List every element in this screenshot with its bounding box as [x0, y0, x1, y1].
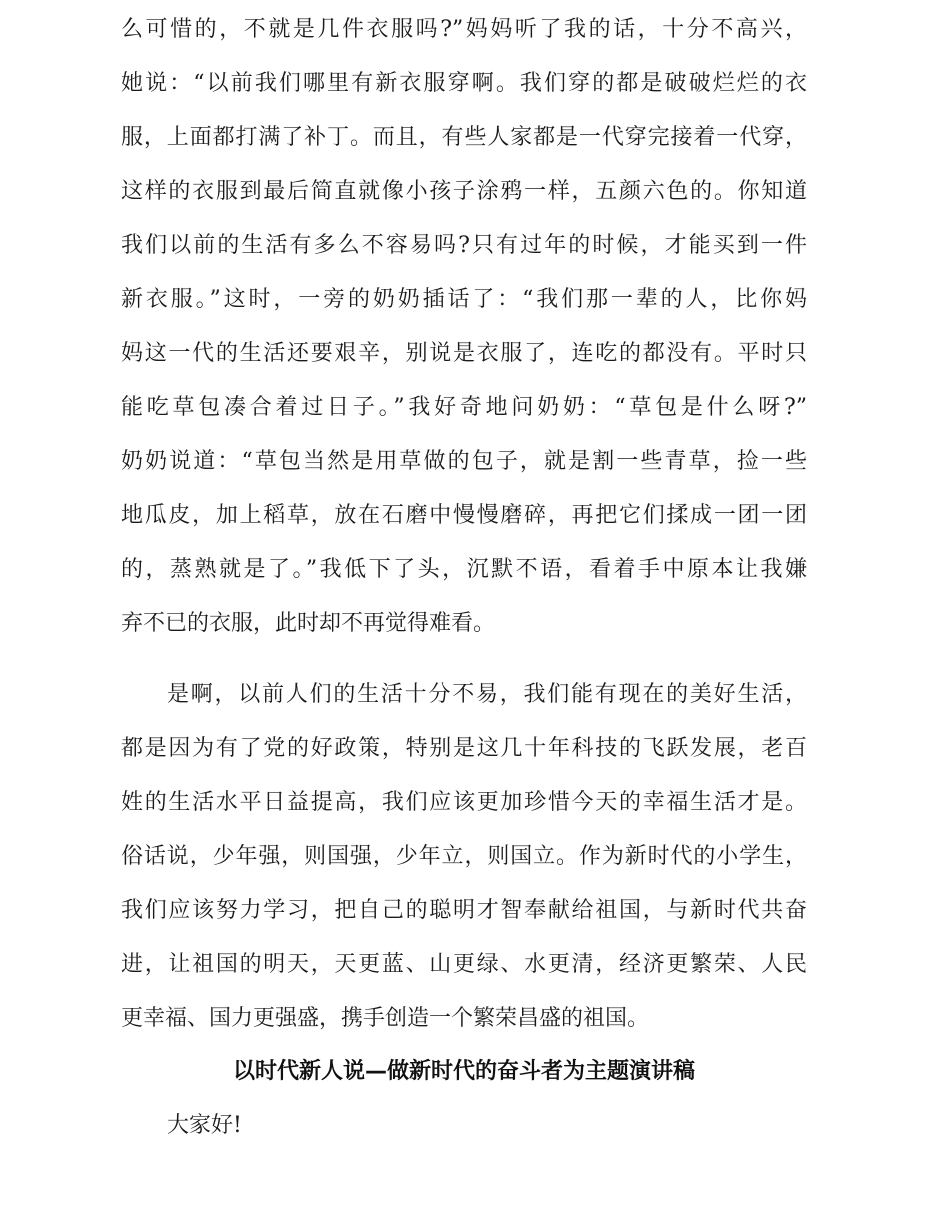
paragraph-1-line: 地瓜皮，加上稻草，放在石磨中慢慢磨碎，再把它们揉成一团一团	[121, 503, 807, 528]
greeting: 大家好!	[167, 1113, 242, 1138]
paragraph-1-line: 妈这一代的生活还要艰辛，别说是衣服了，连吃的都没有。平时只	[121, 341, 807, 366]
paragraph-1-line: 么可惜的，不就是几件衣服吗?”妈妈听了我的话，十分不高兴，	[121, 17, 807, 42]
paragraph-1-line: 新衣服。”这时，一旁的奶奶插话了：“我们那一辈的人，比你妈	[121, 287, 807, 312]
paragraph-2-line: 都是因为有了党的好政策，特别是这几十年科技的飞跃发展，老百	[121, 736, 807, 761]
paragraph-1-line: 她说：“以前我们哪里有新衣服穿啊。我们穿的都是破破烂烂的衣	[121, 71, 807, 96]
paragraph-1-line: 这样的衣服到最后简直就像小孩子涂鸦一样，五颜六色的。你知道	[121, 179, 807, 204]
paragraph-1-line: 能吃草包凑合着过日子。”我好奇地问奶奶：“草包是什么呀?”	[121, 395, 807, 420]
paragraph-1-line: 我们以前的生活有多么不容易吗?只有过年的时候，才能买到一件	[121, 233, 807, 258]
paragraph-1-line: 服，上面都打满了补丁。而且，有些人家都是一代穿完接着一代穿，	[121, 125, 807, 150]
paragraph-2-line: 我们应该努力学习，把自己的聪明才智奉献给祖国，与新时代共奋	[121, 898, 807, 923]
paragraph-2-line: 姓的生活水平日益提高，我们应该更加珍惜今天的幸福生活才是。	[121, 790, 807, 815]
paragraph-1-line: 的，蒸熟就是了。”我低下了头，沉默不语，看着手中原本让我嫌	[121, 557, 807, 582]
paragraph-1-line: 弃不已的衣服，此时却不再觉得难看。	[121, 611, 496, 636]
paragraph-2-line: 更幸福、国力更强盛，携手创造一个繁荣昌盛的祖国。	[121, 1006, 650, 1031]
paragraph-2-line: 俗话说，少年强，则国强，少年立，则国立。作为新时代的小学生，	[121, 844, 807, 869]
section-title: 以时代新人说—做新时代的奋斗者为主题演讲稿	[232, 1059, 695, 1084]
paragraph-2-line: 是啊，以前人们的生活十分不易，我们能有现在的美好生活，	[167, 682, 807, 707]
paragraph-1-line: 奶奶说道：“草包当然是用草做的包子，就是割一些青草，捡一些	[121, 449, 807, 474]
paragraph-2-line: 进，让祖国的明天，天更蓝、山更绿、水更清，经济更繁荣、人民	[121, 952, 807, 977]
